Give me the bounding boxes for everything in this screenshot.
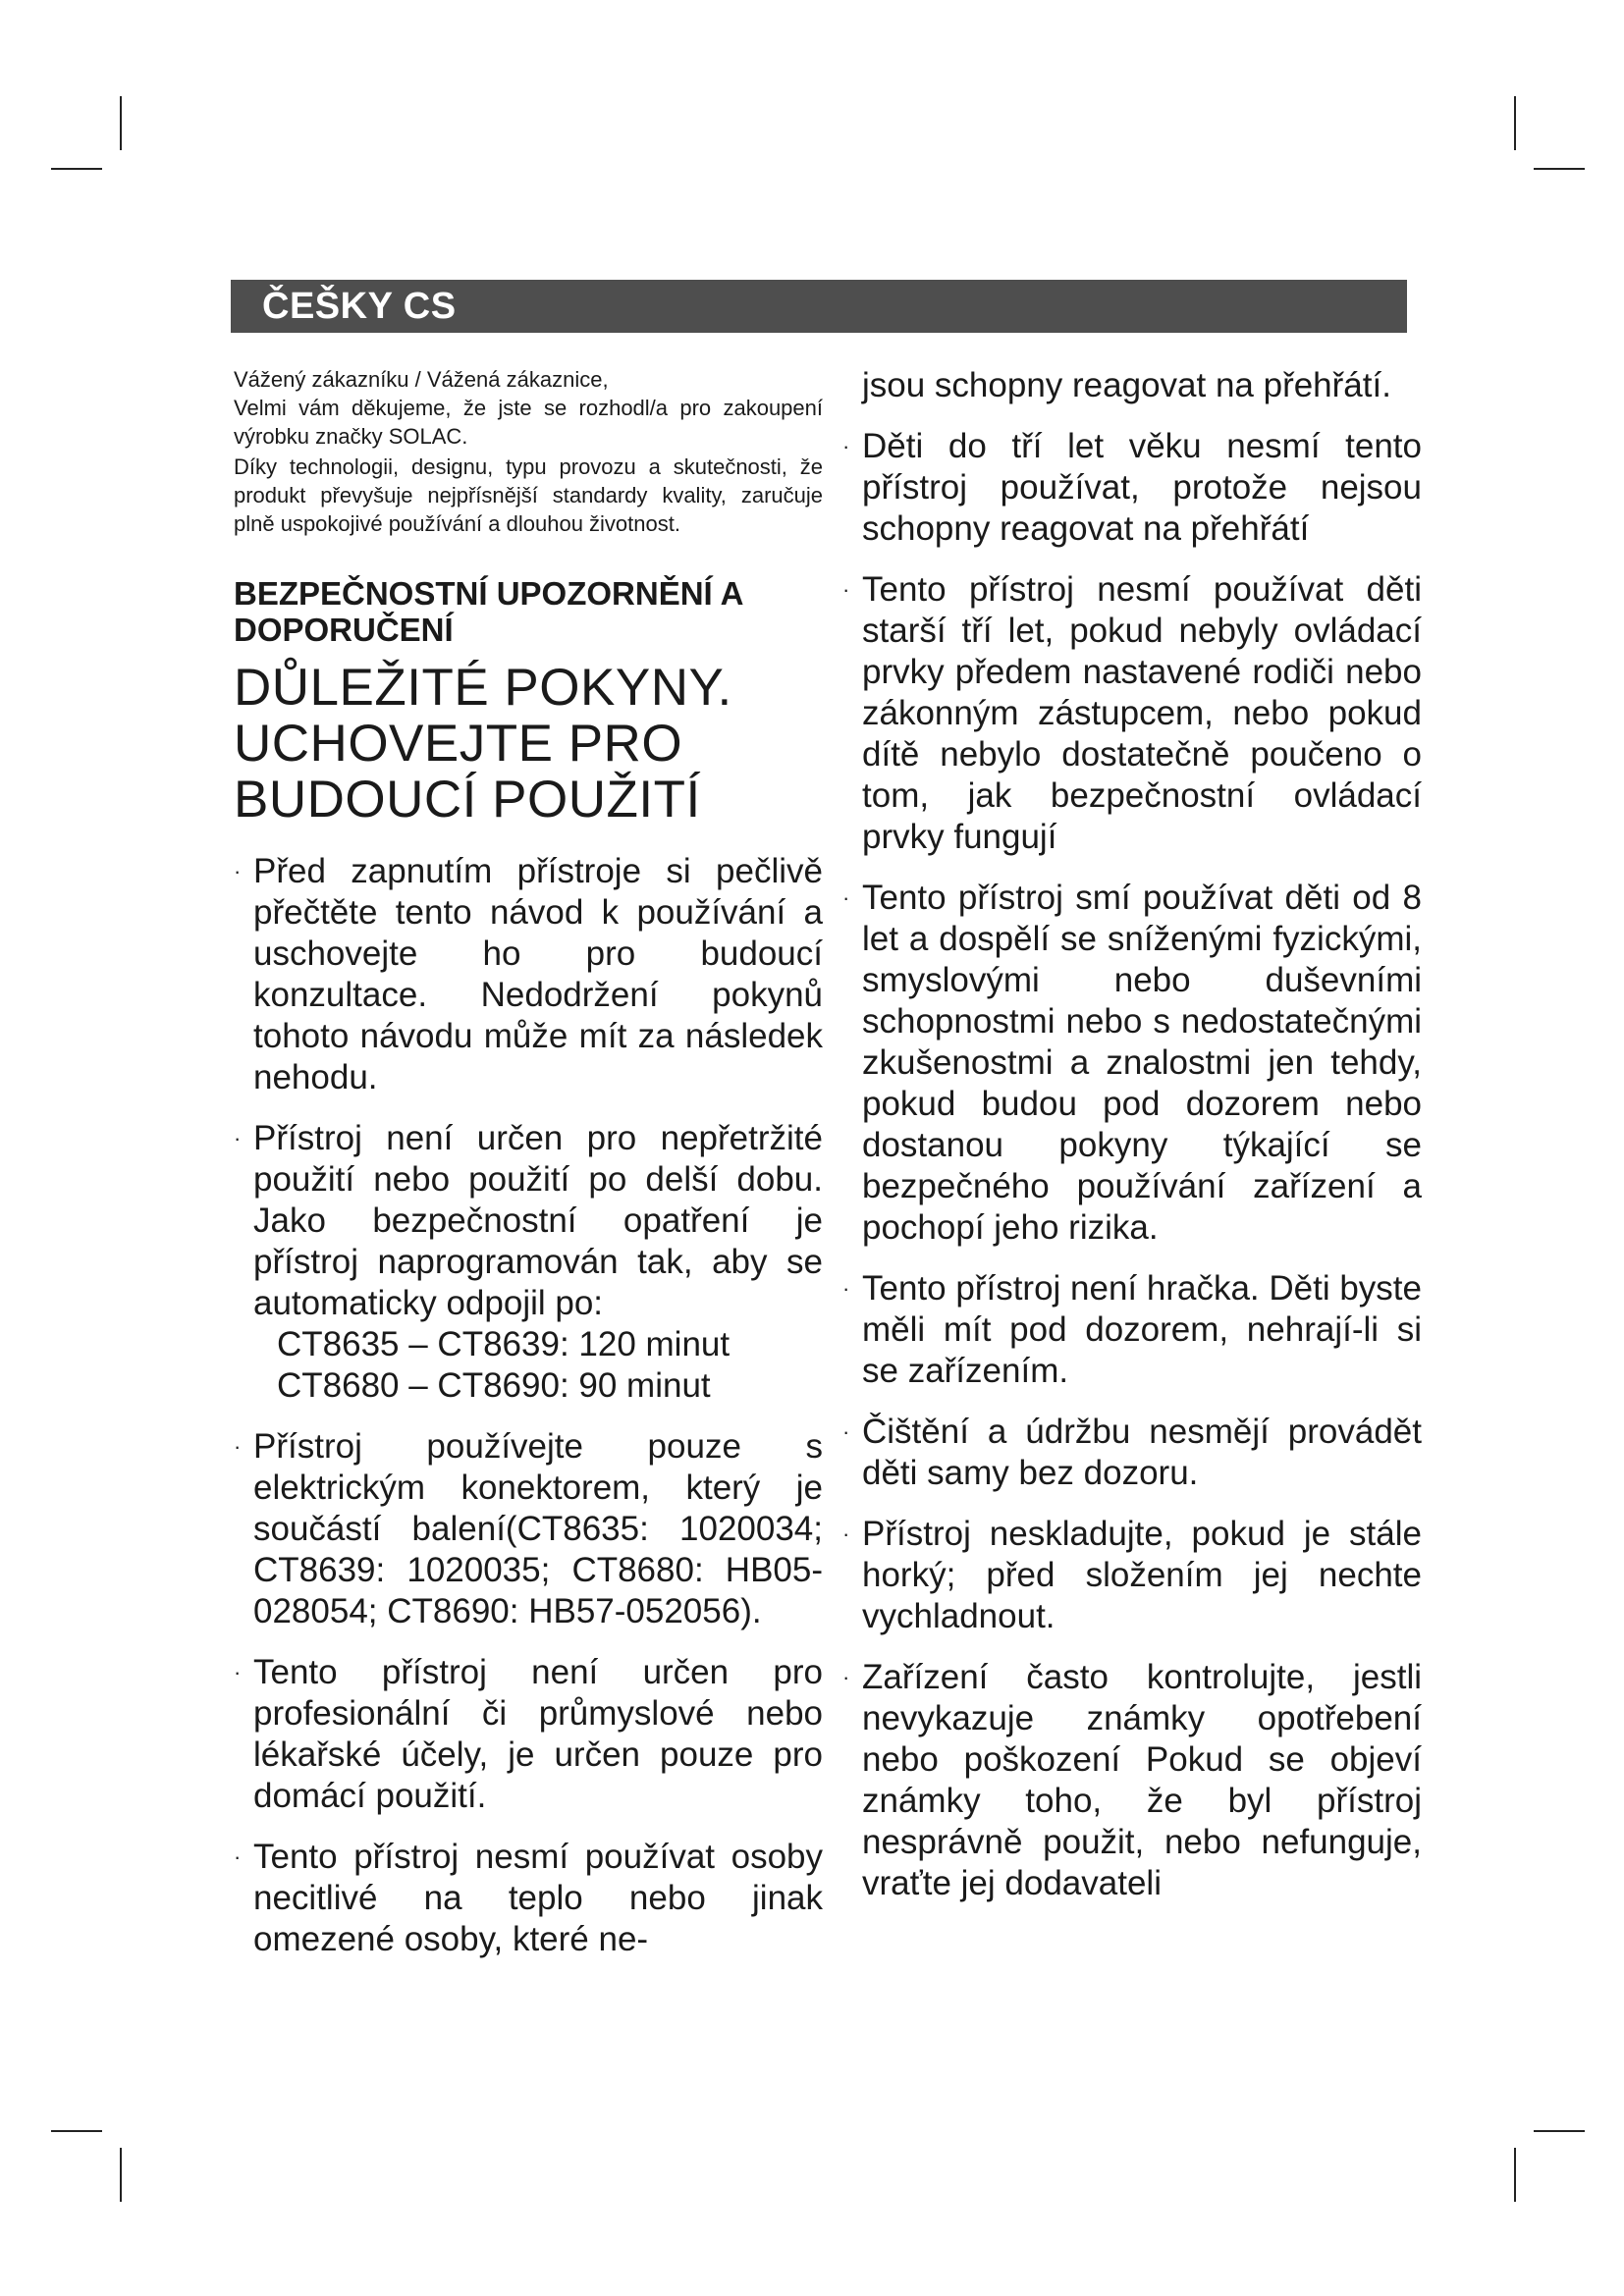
safety-item <box>842 1514 1422 1637</box>
safety-item <box>234 1652 823 1817</box>
bullet-dot-icon: · <box>234 1660 242 1684</box>
language-title: ČEŠKY CS <box>262 286 457 327</box>
safety-item-text: Děti do tří let věku nesmí tento přístroj používat, protože nejsou schopny reagovat na přehřátí <box>862 427 1422 548</box>
right-column <box>842 365 1422 1924</box>
bullet-dot-icon: · <box>842 885 850 910</box>
safety-item <box>842 1657 1422 1904</box>
crop-mark-bottom-left-horizontal <box>51 2130 102 2132</box>
safety-item-text: Tento přístroj není určen pro profesionální či průmyslové nebo lékařské účely, je určen pouze pro domácí použití. <box>253 1653 823 1815</box>
safety-item <box>842 878 1422 1249</box>
bullet-dot-icon: · <box>842 434 850 458</box>
safety-item <box>234 1837 823 1960</box>
safety-item <box>842 426 1422 550</box>
safety-item <box>842 1412 1422 1494</box>
safety-section-heading: BEZPEČNOSTNÍ UPOZORNĚNÍ A DOPORUČENÍ <box>234 575 743 648</box>
bullet-dot-icon: · <box>234 1434 242 1459</box>
safety-item <box>842 1268 1422 1392</box>
important-instructions-heading <box>234 660 823 828</box>
crop-mark-bottom-right-horizontal <box>1534 2130 1585 2132</box>
safety-item-text: Tento přístroj není hračka. Děti byste měli mít pod dozorem, nehrají-li si se zařízením. <box>862 1269 1422 1390</box>
crop-mark-bottom-left-vertical <box>120 2148 122 2202</box>
safety-item <box>842 569 1422 858</box>
bullet-dot-icon: · <box>234 1126 242 1150</box>
safety-item <box>234 851 823 1098</box>
auto-off-model-line: CT8635 – CT8639: 120 minut <box>277 1325 731 1363</box>
safety-item-text: Před zapnutím přístroje si pečlivě přečtěte tento návod k používání a uschovejte ho pro budoucí konzultace. Nedodržení pokynů tohoto návodu může mít za následek nehodu. <box>253 852 823 1096</box>
safety-item-text: Tento přístroj nesmí používat osoby necitlivé na teplo nebo jinak omezené osoby, které ne- <box>253 1838 823 1958</box>
intro-quality: Díky technologii, designu, typu provozu a skutečnosti, že produkt převyšuje nejpřísnější standardy kvality, zaručuje plně uspokojivé používání a dlouhou životnost. <box>234 454 823 536</box>
safety-item-continuation: jsou schopny reagovat na přehřátí. <box>862 366 1391 404</box>
bullet-dot-icon: · <box>842 1276 850 1301</box>
bullet-dot-icon: · <box>842 577 850 602</box>
language-header-bar <box>231 280 1407 333</box>
left-column <box>234 365 823 1980</box>
intro-thanks: Velmi vám děkujeme, že jste se rozhodl/a pro zakoupení výrobku značky SOLAC. <box>234 396 823 449</box>
safety-item <box>234 1426 823 1632</box>
bullet-dot-icon: · <box>842 1419 850 1444</box>
auto-off-model-line: CT8680 – CT8690: 90 minut <box>277 1366 711 1405</box>
bullet-dot-icon: · <box>842 1522 850 1546</box>
safety-item-text: Čištění a údržbu nesmějí provádět děti samy bez dozoru. <box>862 1413 1422 1492</box>
bullet-dot-icon: · <box>842 1665 850 1689</box>
intro-text <box>234 365 823 538</box>
safety-item-text: Přístroj není určen pro nepřetržité použití nebo použití po delší dobu. Jako bezpečnostní opatření je přístroj naprogramován tak, aby se automaticky odpojil po: <box>253 1119 823 1322</box>
safety-item-text: Přístroj neskladujte, pokud je stále horký; před složením jej nechte vychladnout. <box>862 1515 1422 1635</box>
safety-list-right <box>842 426 1422 1904</box>
bullet-dot-icon: · <box>234 1844 242 1869</box>
safety-item-text: Přístroj používejte pouze s elektrickým konektorem, který je součástí balení(CT8635: 1020034; CT8639: 1020035; CT8680: HB05-028054; CT8690: HB57-052056). <box>253 1427 823 1630</box>
crop-mark-bottom-right-vertical <box>1514 2148 1516 2202</box>
crop-mark-top-left-horizontal <box>51 168 102 170</box>
important-heading-line: DŮLEŽITÉ POKYNY. <box>234 659 732 717</box>
safety-list-left <box>234 851 823 1960</box>
crop-mark-top-right-vertical <box>1514 96 1516 150</box>
important-heading-line: BUDOUCÍ POUŽITÍ <box>234 771 701 828</box>
safety-item-text: Zařízení často kontrolujte, jestli nevykazuje známky opotřebení nebo poškození Pokud se objeví známky toho, že byl přístroj nesprávně použit, nebo nefunguje, vraťte jej dodavateli <box>862 1658 1422 1902</box>
safety-item-text: Tento přístroj smí používat děti od 8 let a dospělí se sníženými fyzickými, smyslovými nebo duševními schopnostmi nebo s nedostatečnými zkušenostmi a znalostmi jen tehdy, pokud budou pod dozorem nebo dostanou pokyny týkající se bezpečného používání zařízení a pochopí jeho rizika. <box>862 879 1422 1247</box>
intro-greeting: Vážený zákazníku / Vážená zákaznice, <box>234 367 609 392</box>
crop-mark-top-left-vertical <box>120 96 122 150</box>
safety-item <box>234 1118 823 1407</box>
crop-mark-top-right-horizontal <box>1534 168 1585 170</box>
safety-item-text: Tento přístroj nesmí používat děti starší tří let, pokud nebyly ovládací prvky předem nastavené rodiči nebo zákonným zástupcem, nebo pokud dítě nebylo dostatečně poučeno o tom, jak bezpečnostní ovládací prvky fungují <box>862 570 1422 856</box>
important-heading-line: UCHOVEJTE PRO <box>234 715 683 773</box>
bullet-dot-icon: · <box>234 859 242 883</box>
